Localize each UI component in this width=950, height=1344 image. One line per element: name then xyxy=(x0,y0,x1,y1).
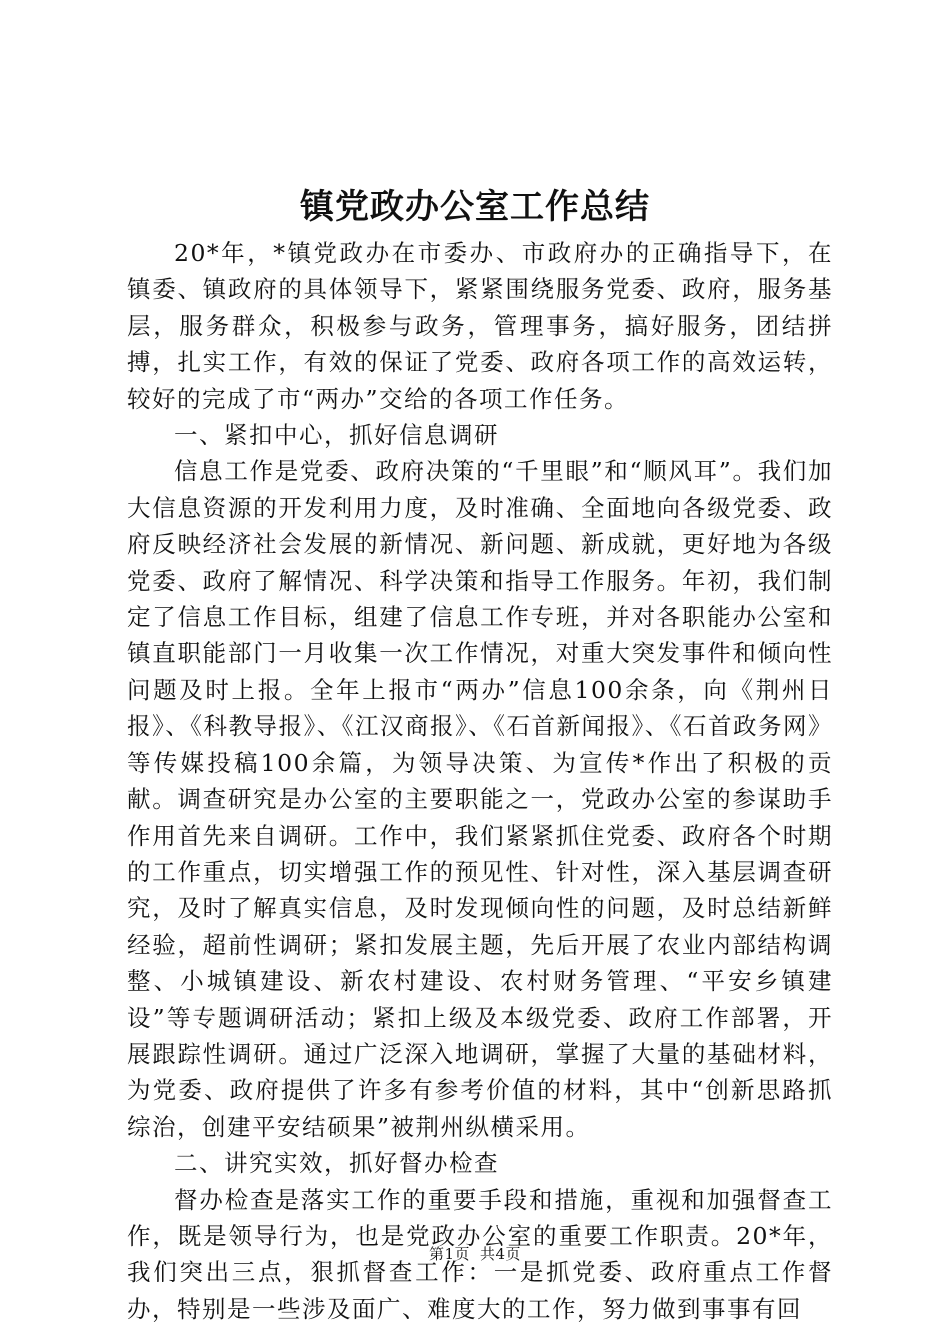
document-title: 镇党政办公室工作总结 xyxy=(300,187,650,227)
paragraph-intro: 20*年，*镇党政办在市委办、市政府办的正确指导下，在镇委、镇政府的具体领导下，紧紧围绕服务党委、政府，服务基层，服务群众，积极参与政务，管理事务，搞好服务，团结拼搏，扎实工作，有效的保证了党委、政府各项工作的高效运转，较好的完成了市“两办”交给的各项工作任务。 xyxy=(127,239,833,413)
document-body xyxy=(127,235,833,1327)
page-number-current: 第1页 xyxy=(428,1245,470,1263)
paragraph-supervision: 督办检查是落实工作的重要手段和措施，重视和加强督查工作，既是领导行为，也是党政办公室的重要工作职责。20*年，我们突出三点，狠抓督查工作：一是抓党委、政府重点工作督办，特别是一些涉及面广、难度大的工作，努力做到事事有回 xyxy=(127,1185,833,1323)
page-number-total: 共4页 xyxy=(480,1245,522,1263)
section-heading-1: 一、紧扣中心，抓好信息调研 xyxy=(174,421,499,450)
section-heading-2: 二、讲究实效，抓好督办检查 xyxy=(174,1149,499,1178)
page-footer xyxy=(0,1243,950,1265)
paragraph-information-research: 信息工作是党委、政府决策的“千里眼”和“顺风耳”。我们加大信息资源的开发利用力度，及时准确、全面地向各级党委、政府反映经济社会发展的新情况、新问题、新成就，更好地为各级党委、政府了解情况、科学决策和指导工作服务。年初，我们制定了信息工作目标，组建了信息工作专班，并对各职能办公室和镇直职能部门一月收集一次工作情况，对重大突发事件和倾向性问题及时上报。全年上报市“两办”信息100余条，向《荆州日报》、《科教导报》、《江汉商报》、《石首新闻报》、《石首政务网》等传媒投稿100余篇，为领导决策、为宣传*作出了积极的贡献。调查研究是办公室的主要职能之一，党政办公室的参谋助手作用首先来自调研。工作中，我们紧紧抓住党委、政府各个时期的工作重点，切实增强工作的预见性、针对性，深入基层调查研究，及时了解真实信息，及时发现倾向性的问题，及时总结新鲜经验，超前性调研；紧扣发展主题，先后开展了农业内部结构调整、小城镇建设、新农村建设、农村财务管理、“平安乡镇建设”等专题调研活动；紧扣上级及本级党委、政府工作部署，开展跟踪性调研。通过广泛深入地调研，掌握了大量的基础材料，为党委、政府提供了许多有参考价值的材料，其中“创新思路抓综治，创建平安结硕果”被荆州纵横采用。 xyxy=(127,457,833,1141)
